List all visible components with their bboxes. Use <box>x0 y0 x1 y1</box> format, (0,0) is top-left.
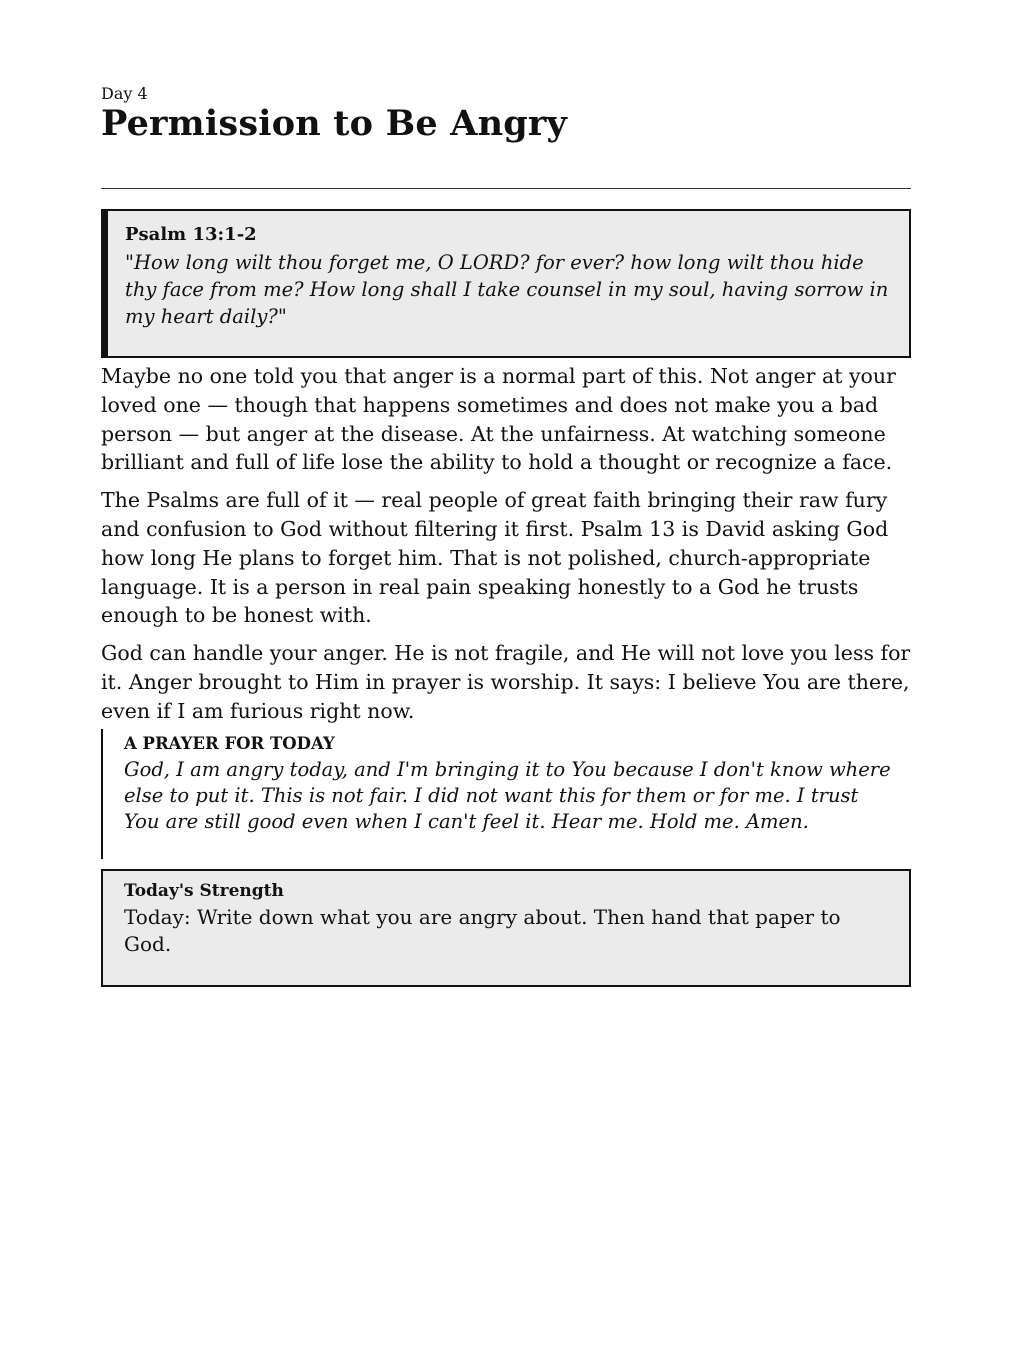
strength-heading: Today's Strength <box>124 881 284 902</box>
scripture-reference: Psalm 13:1-2 <box>125 224 257 245</box>
devotional-page <box>101 84 911 987</box>
page-title: Permission to Be Angry <box>101 103 568 144</box>
close-quote: " <box>277 305 287 328</box>
scripture-verse <box>125 249 889 330</box>
body-paragraph-1: Maybe no one told you that anger is a normal part of this. Not anger at your loved one — though that happens sometimes and does not make you a bad person — but anger at the disease. At the unfairness. At watching someone brilliant and full of life lose the ability to hold a thought or recognize a face. <box>101 364 896 475</box>
prayer-block <box>101 729 911 860</box>
day-label: Day 4 <box>101 84 148 103</box>
body-paragraph-2: The Psalms are full of it — real people of great faith bringing their raw fury and confusion to God without filtering it first. Psalm 13 is David asking God how long He plans to forget him. That is not polished, church-appropriate language. It is a person in real pain speaking honestly to a God he trusts enough to be honest with. <box>101 488 889 628</box>
body-paragraph-3: God can handle your anger. He is not fragile, and He will not love you less for it. Anger brought to Him in prayer is worship. It says: I believe You are there, even if I am furious right now. <box>101 641 911 723</box>
scripture-box <box>101 209 911 358</box>
strength-box <box>101 869 911 987</box>
strength-text: Today: Write down what you are angry about. Then hand that paper to God. <box>124 905 841 956</box>
prayer-heading: A PRAYER FOR TODAY <box>124 733 335 753</box>
title-divider <box>101 188 911 189</box>
open-quote: " <box>125 251 134 274</box>
prayer-text: God, I am angry today, and I'm bringing it to You because I don't know where else to put it. This is not fair. I did not want this for them or for me. I trust You are still good even when I can't feel it. Hear me. Hold me. Amen. <box>124 757 891 834</box>
verse-text: How long wilt thou forget me, O LORD? for ever? how long wilt thou hide thy face from me? How long shall I take counsel in my soul, having sorrow in my heart daily? <box>125 251 889 328</box>
